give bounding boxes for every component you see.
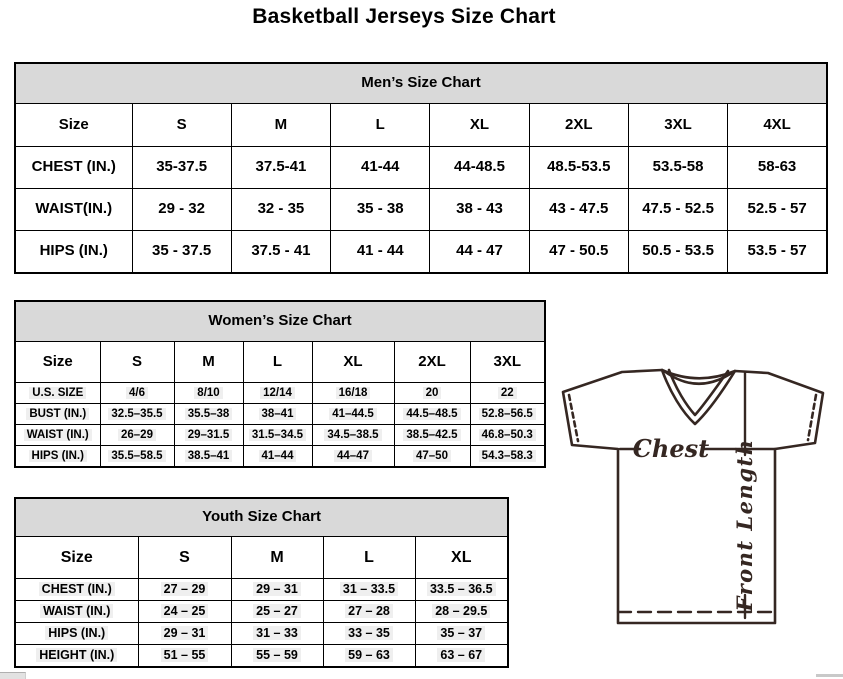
column-header: S [100, 342, 174, 383]
value-cell: 38.5–41 [174, 446, 243, 468]
mens-size-chart-table [14, 62, 828, 274]
chest-label: Chest [632, 434, 710, 463]
value-cell: 29 – 31 [231, 579, 323, 601]
value-cell: 37.5 - 41 [231, 231, 330, 274]
column-header: XL [312, 342, 394, 383]
value-cell: 52.5 - 57 [728, 189, 827, 231]
row-label: WAIST (IN.) [15, 601, 138, 623]
value-cell: 35 – 37 [415, 623, 508, 645]
womens-table-row [15, 404, 545, 425]
value-cell: 29–31.5 [174, 425, 243, 446]
value-cell: 31 – 33 [231, 623, 323, 645]
youth-size-chart-table [14, 497, 509, 668]
column-header: XL [430, 104, 529, 147]
value-cell: 22 [470, 383, 545, 404]
value-cell: 35.5–38 [174, 404, 243, 425]
value-cell: 31 – 33.5 [323, 579, 415, 601]
womens-column-header-row [15, 342, 545, 383]
value-cell: 50.5 - 53.5 [628, 231, 727, 274]
column-header: 3XL [470, 342, 545, 383]
column-header: S [138, 537, 231, 579]
youth-chart-title: Youth Size Chart [15, 498, 508, 537]
value-cell: 4/6 [100, 383, 174, 404]
value-cell: 59 – 63 [323, 645, 415, 668]
value-cell: 16/18 [312, 383, 394, 404]
womens-chart-title: Women’s Size Chart [15, 301, 545, 342]
value-cell: 52.8–56.5 [470, 404, 545, 425]
value-cell: 38.5–42.5 [394, 425, 470, 446]
mens-table-row [15, 147, 827, 189]
value-cell: 27 – 29 [138, 579, 231, 601]
value-cell: 63 – 67 [415, 645, 508, 668]
column-header: L [323, 537, 415, 579]
value-cell: 48.5-53.5 [529, 147, 628, 189]
womens-size-chart-table [14, 300, 546, 468]
column-header: 4XL [728, 104, 827, 147]
column-header: 2XL [394, 342, 470, 383]
page-title: Basketball Jerseys Size Chart [252, 5, 556, 28]
value-cell: 12/14 [243, 383, 312, 404]
cutoff-fragment-bottom-right [816, 674, 843, 677]
row-label: HEIGHT (IN.) [15, 645, 138, 668]
mens-table-row [15, 231, 827, 274]
womens-table-row [15, 383, 545, 404]
mens-chart-title: Men’s Size Chart [15, 63, 827, 104]
value-cell: 54.3–58.3 [470, 446, 545, 468]
youth-table-row [15, 623, 508, 645]
youth-table-row [15, 645, 508, 668]
value-cell: 58-63 [728, 147, 827, 189]
value-cell: 8/10 [174, 383, 243, 404]
value-cell: 41-44 [331, 147, 430, 189]
value-cell: 32.5–35.5 [100, 404, 174, 425]
column-header: XL [415, 537, 508, 579]
youth-column-header-row [15, 537, 508, 579]
value-cell: 41–44 [243, 446, 312, 468]
value-cell: 34.5–38.5 [312, 425, 394, 446]
value-cell: 44 - 47 [430, 231, 529, 274]
value-cell: 44-48.5 [430, 147, 529, 189]
column-header: L [331, 104, 430, 147]
value-cell: 47–50 [394, 446, 470, 468]
value-cell: 43 - 47.5 [529, 189, 628, 231]
value-cell: 33.5 – 36.5 [415, 579, 508, 601]
column-header: Size [15, 104, 132, 147]
column-header: 3XL [628, 104, 727, 147]
jersey-outline-shape [563, 370, 823, 623]
value-cell: 32 - 35 [231, 189, 330, 231]
column-header: Size [15, 537, 138, 579]
row-label: HIPS (IN.) [15, 446, 100, 468]
value-cell: 35-37.5 [132, 147, 231, 189]
value-cell: 33 – 35 [323, 623, 415, 645]
jersey-measurement-diagram [556, 362, 828, 630]
row-label: CHEST (IN.) [15, 579, 138, 601]
value-cell: 51 – 55 [138, 645, 231, 668]
value-cell: 31.5–34.5 [243, 425, 312, 446]
column-header: M [231, 537, 323, 579]
value-cell: 27 – 28 [323, 601, 415, 623]
mens-column-header-row [15, 104, 827, 147]
value-cell: 47.5 - 52.5 [628, 189, 727, 231]
row-label: U.S. SIZE [15, 383, 100, 404]
column-header: Size [15, 342, 100, 383]
column-header: S [132, 104, 231, 147]
row-label: WAIST (IN.) [15, 425, 100, 446]
value-cell: 53.5 - 57 [728, 231, 827, 274]
value-cell: 35 - 38 [331, 189, 430, 231]
column-header: L [243, 342, 312, 383]
row-label: HIPS (IN.) [15, 231, 132, 274]
value-cell: 29 - 32 [132, 189, 231, 231]
row-label: CHEST (IN.) [15, 147, 132, 189]
front-length-label: Front Length [732, 438, 757, 612]
value-cell: 44.5–48.5 [394, 404, 470, 425]
value-cell: 35 - 37.5 [132, 231, 231, 274]
youth-table-row [15, 579, 508, 601]
value-cell: 44–47 [312, 446, 394, 468]
value-cell: 41–44.5 [312, 404, 394, 425]
value-cell: 37.5-41 [231, 147, 330, 189]
column-header: M [231, 104, 330, 147]
value-cell: 26–29 [100, 425, 174, 446]
value-cell: 41 - 44 [331, 231, 430, 274]
value-cell: 29 – 31 [138, 623, 231, 645]
value-cell: 47 - 50.5 [529, 231, 628, 274]
value-cell: 46.8–50.3 [470, 425, 545, 446]
column-header: M [174, 342, 243, 383]
row-label: BUST (IN.) [15, 404, 100, 425]
value-cell: 24 – 25 [138, 601, 231, 623]
womens-table-row [15, 425, 545, 446]
row-label: HIPS (IN.) [15, 623, 138, 645]
value-cell: 35.5–58.5 [100, 446, 174, 468]
column-header: 2XL [529, 104, 628, 147]
youth-table-row [15, 601, 508, 623]
cutoff-fragment-bottom-left [0, 672, 26, 679]
value-cell: 20 [394, 383, 470, 404]
mens-table-row [15, 189, 827, 231]
value-cell: 25 – 27 [231, 601, 323, 623]
value-cell: 53.5-58 [628, 147, 727, 189]
value-cell: 28 – 29.5 [415, 601, 508, 623]
value-cell: 55 – 59 [231, 645, 323, 668]
value-cell: 38–41 [243, 404, 312, 425]
womens-table-row [15, 446, 545, 468]
row-label: WAIST(IN.) [15, 189, 132, 231]
value-cell: 38 - 43 [430, 189, 529, 231]
